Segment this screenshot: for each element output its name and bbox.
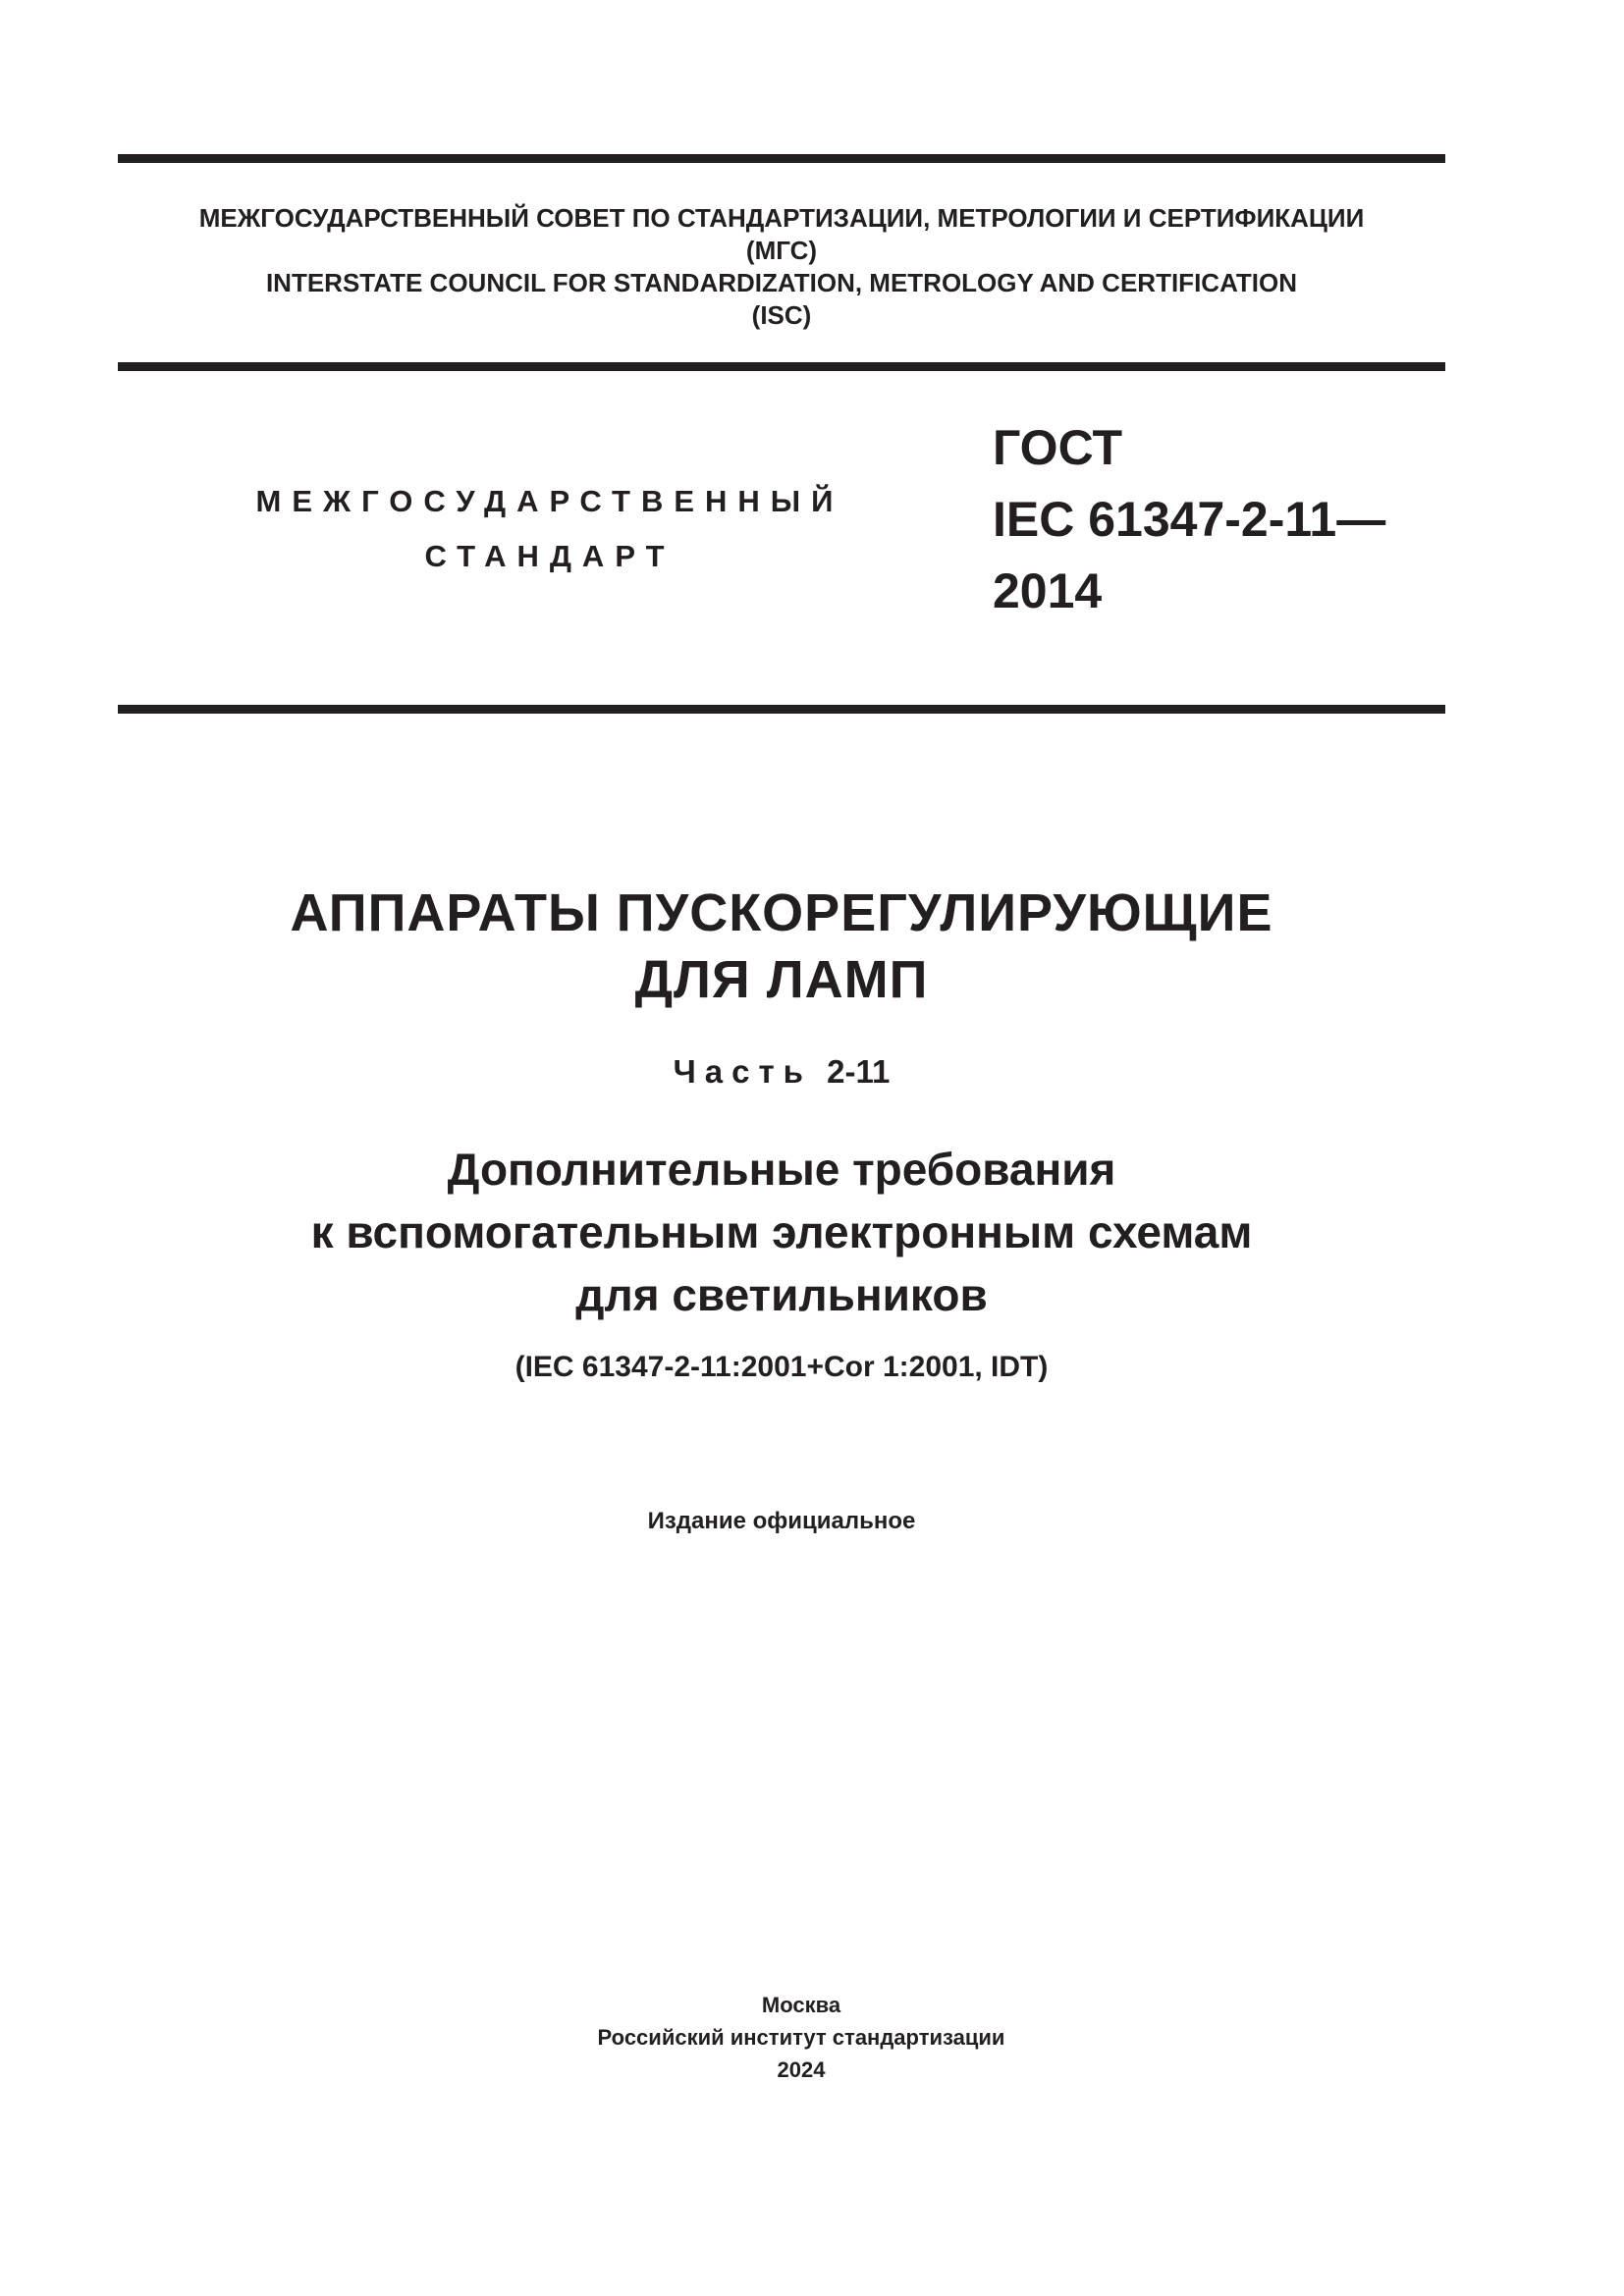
standard-code-number: IEC 61347-2-11— [993,492,1386,547]
part-label [118,1050,1445,1094]
document-subtitle-line1: Дополнительные требования [447,1144,1116,1195]
document-subtitle-line2: к вспомогательным электронным схемам [310,1206,1253,1257]
imprint-publisher: Российский институт стандартизации [597,2025,1005,2050]
document-subtitle-line3: для светильников [575,1269,988,1320]
standard-code-prefix: ГОСТ [993,420,1122,475]
document-title-line2: ДЛЯ ЛАМП [634,950,929,1009]
standard-kind [226,474,874,584]
title-block-divider [118,705,1445,714]
document-title [118,880,1445,1013]
document-subtitle [118,1138,1445,1326]
council-name-ru: МЕЖГОСУДАРСТВЕННЫЙ СОВЕТ ПО СТАНДАРТИЗАЦИИ, МЕТРОЛОГИИ И СЕРТИФИКАЦИИ [198,203,1365,233]
standard-code-year: 2014 [993,563,1103,618]
imprint-year: 2024 [777,2057,826,2082]
standard-kind-line2: СТАНДАРТ [424,539,676,573]
edition-note: Издание официальное [647,1508,916,1534]
standard-code [993,412,1385,627]
part-word: Часть [673,1053,812,1090]
council-abbr-ru: (МГС) [745,236,818,265]
document-title-line1: АППАРАТЫ ПУСКОРЕГУЛИРУЮЩИЕ [290,883,1273,942]
header-divider [118,362,1445,371]
iec-reference: (IEC 61347-2-11:2001+Cor 1:2001, IDT) [514,1351,1049,1383]
part-number: 2-11 [827,1053,891,1090]
imprint-city: Москва [761,1993,841,2017]
standard-kind-line1: МЕЖГОСУДАРСТВЕННЫЙ [255,484,844,518]
council-header [118,202,1445,332]
imprint [118,1989,1485,2086]
top-divider [118,154,1445,163]
council-abbr-en: (ISC) [751,300,812,330]
council-name-en: INTERSTATE COUNCIL FOR STANDARDIZATION, METROLOGY AND CERTIFICATION [265,268,1298,297]
